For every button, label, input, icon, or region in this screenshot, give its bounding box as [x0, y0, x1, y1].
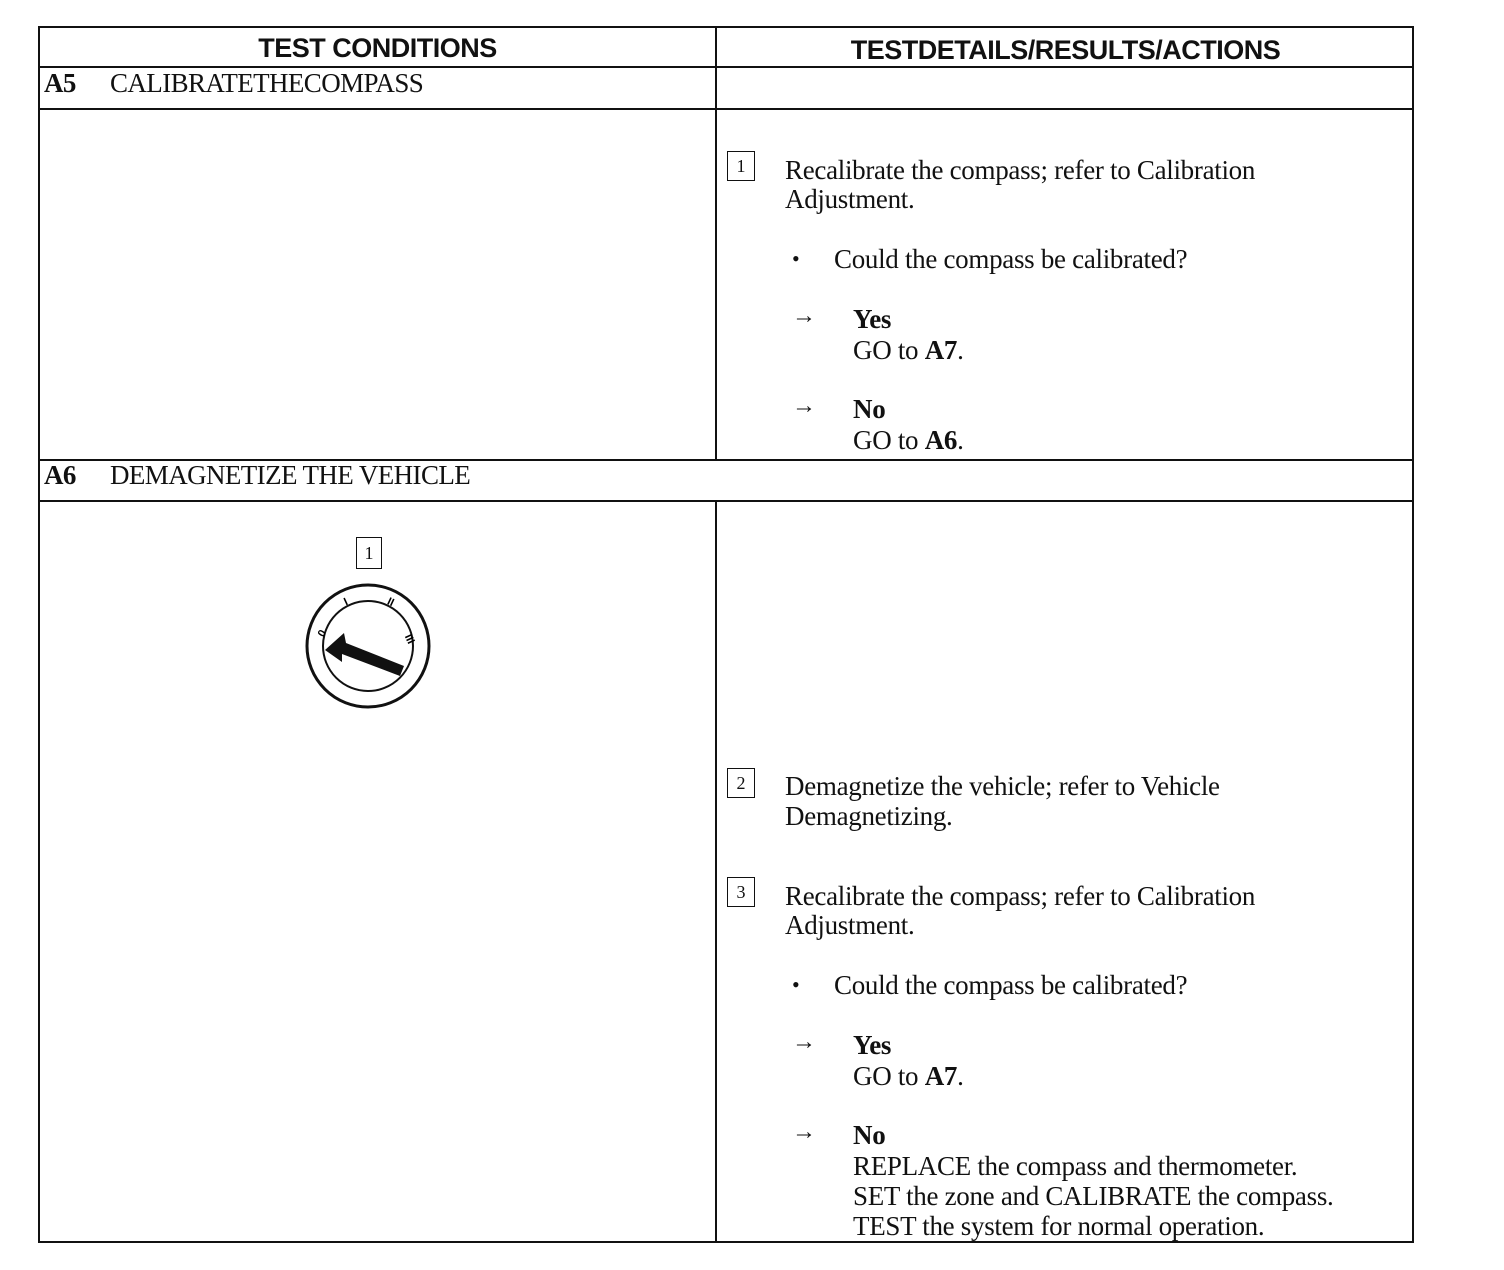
section-a6-divider — [40, 500, 1412, 502]
yes-action: GO to A7. — [853, 335, 964, 365]
step-text-line1: Recalibrate the compass; refer to Calibration — [785, 155, 1256, 185]
arrow-right-icon: → — [792, 1029, 816, 1055]
position-2-label: II — [385, 595, 396, 610]
column-divider — [715, 501, 717, 1243]
figure-label: 1 — [356, 537, 382, 569]
no-action-line: TEST the system for normal operation. — [853, 1211, 1265, 1241]
yes-label: Yes — [853, 304, 892, 334]
section-a5-divider — [40, 108, 1412, 110]
ignition-switch-icon — [302, 583, 434, 711]
header-test-conditions: TEST CONDITIONS — [258, 32, 497, 63]
step-number-box: 1 — [727, 151, 755, 181]
section-id: A6 — [44, 460, 76, 490]
position-3-label: III — [401, 632, 417, 646]
arrow-right-icon: → — [792, 393, 816, 419]
position-0-label: 0 — [315, 627, 330, 640]
step-text-line2: Demagnetizing. — [785, 801, 953, 831]
question-text: Could the compass be calibrated? — [834, 244, 1188, 274]
step-text-line1: Demagnetize the vehicle; refer to Vehicle — [785, 771, 1220, 801]
key-arrow — [325, 633, 404, 676]
step-text-line2: Adjustment. — [785, 910, 915, 940]
question-text: Could the compass be calibrated? — [834, 970, 1188, 1000]
no-label: No — [853, 1120, 886, 1150]
arrow-right-icon: → — [792, 1119, 816, 1145]
section-title-a6 — [44, 460, 470, 491]
diagnostic-table — [38, 26, 1414, 1243]
bullet-icon: • — [792, 972, 800, 997]
yes-label: Yes — [853, 1030, 892, 1060]
bullet-icon: • — [792, 246, 800, 271]
no-action-line: REPLACE the compass and thermometer. — [853, 1151, 1298, 1181]
yes-action: GO to A7. — [853, 1061, 964, 1091]
no-action: GO to A6. — [853, 425, 964, 455]
section-name: DEMAGNETIZE THE VEHICLE — [110, 460, 471, 490]
section-name: CALIBRATETHECOMPASS — [110, 68, 424, 98]
no-label: No — [853, 394, 886, 424]
no-action-line: SET the zone and CALIBRATE the compass. — [853, 1181, 1334, 1211]
section-id: A5 — [44, 68, 76, 98]
step-text-line1: Recalibrate the compass; refer to Calibration — [785, 881, 1256, 911]
column-divider — [715, 28, 717, 461]
step-number-box: 2 — [727, 768, 755, 798]
section-title-a5 — [44, 68, 423, 99]
arrow-right-icon: → — [792, 303, 816, 329]
position-1-label: I — [342, 596, 350, 609]
step-text-line2: Adjustment. — [785, 184, 915, 214]
step-number-box: 3 — [727, 877, 755, 907]
header-test-details: TESTDETAILS/RESULTS/ACTIONS — [850, 34, 1281, 65]
